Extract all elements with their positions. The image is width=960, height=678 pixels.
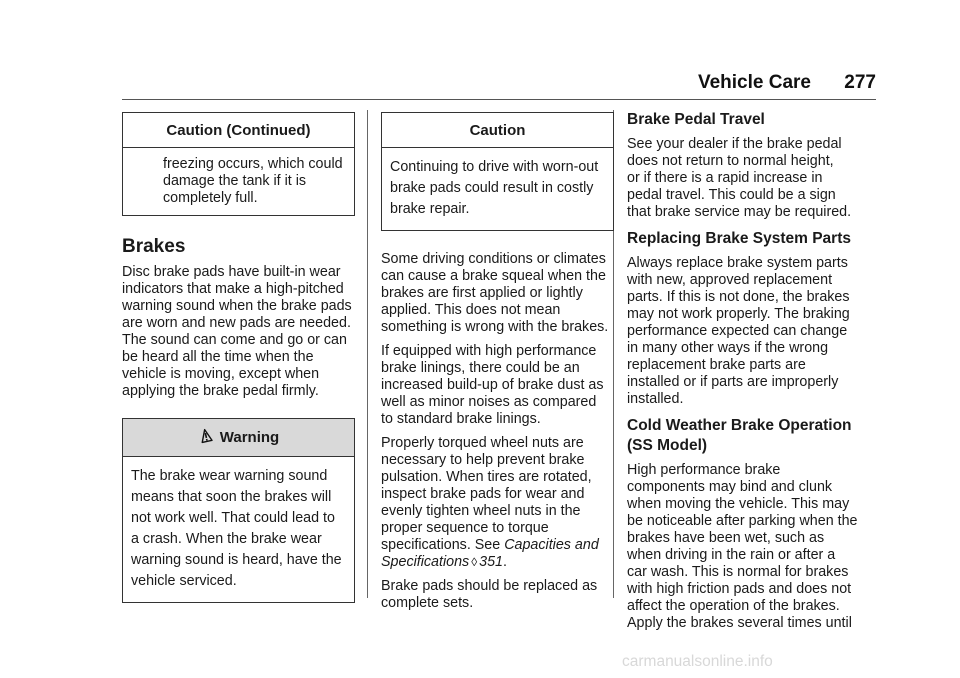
text-line: The brake wear warning sound — [131, 468, 328, 484]
text-line: Continuing to drive with worn-out — [390, 159, 599, 175]
text-line: be heard all the time when the — [122, 349, 314, 365]
text-line: when driving in the rain or after a — [627, 547, 836, 563]
page-number: 277 — [844, 72, 876, 93]
text-line: Some driving conditions or climates — [381, 251, 606, 267]
linings-paragraph — [381, 343, 614, 428]
warning-box — [122, 418, 355, 603]
text-line: See your dealer if the brake pedal — [627, 136, 842, 152]
text-line: inspect brake pads for wear and — [381, 486, 585, 502]
cold-weather-heading — [627, 416, 877, 456]
text-line: evenly tighten wheel nuts in the — [381, 503, 581, 519]
pads-sets-paragraph — [381, 578, 614, 612]
text-line: that brake service may be required. — [627, 204, 852, 220]
text-line: replacement brake parts are — [627, 357, 806, 373]
cross-reference-link-cont[interactable]: Specifications — [381, 554, 470, 570]
replacing-parts-paragraph — [627, 255, 877, 408]
text-line: brake repair. — [390, 201, 470, 217]
text-line: brake pads could result in costly — [390, 180, 594, 196]
column-1 — [122, 112, 355, 617]
text-line: vehicle serviced. — [131, 573, 237, 589]
caution-continued-body — [123, 148, 354, 215]
header-rule — [122, 99, 876, 100]
text-line: necessary to help prevent brake — [381, 452, 585, 468]
text-line: installed or if parts are improperly — [627, 374, 839, 390]
text-line: something is wrong with the brakes. — [381, 319, 609, 335]
text-line: to standard brake linings. — [381, 411, 541, 427]
text-line: warning sound is heard, have the — [131, 552, 342, 568]
text-line: Apply the brakes several times until — [627, 615, 852, 631]
text-line: affect the operation of the brakes. — [627, 598, 840, 614]
text-line: performance expected can change — [627, 323, 848, 339]
text-line: pedal travel. This could be a sign — [627, 187, 836, 203]
text-line: brakes have been wet, such as — [627, 530, 825, 546]
caution-continued-box — [122, 112, 355, 216]
text-line: If equipped with high performance — [381, 343, 597, 359]
page-ref-icon: ◊ — [471, 555, 478, 569]
text-line: be noticeable after parking when the — [627, 513, 858, 529]
page-reference[interactable]: 351 — [479, 554, 504, 570]
caution-title: Caution — [382, 113, 613, 148]
text-line: Disc brake pads have built-in wear — [122, 264, 341, 280]
text-line: applied. This does not mean — [381, 302, 561, 318]
watermark: carmanualsonline.info — [622, 653, 773, 670]
text-line: freezing occurs, which could — [163, 156, 343, 172]
text-line: proper sequence to torque — [381, 520, 549, 536]
text-line: increased build-up of brake dust as — [381, 377, 604, 393]
text-line: may not work properly. The braking — [627, 306, 850, 322]
text-line: or if there is a rapid increase in — [627, 170, 823, 186]
text-line: a crash. When the brake wear — [131, 531, 322, 547]
text-line: brakes are first applied or lightly — [381, 285, 583, 301]
text-line: completely full. — [163, 190, 258, 206]
text-line: when moving the vehicle. This may — [627, 496, 850, 512]
squeal-paragraph — [381, 251, 614, 336]
text-line: installed. — [627, 391, 684, 407]
warning-triangle-icon — [198, 428, 214, 448]
text-line: parts. If this is not done, the brakes — [627, 289, 850, 305]
page-header — [698, 72, 876, 94]
text-line: vehicle is moving, except when — [122, 366, 320, 382]
brakes-heading: Brakes — [122, 236, 186, 257]
text-line: with new, approved replacement — [627, 272, 833, 288]
text-line: High performance brake — [627, 462, 781, 478]
brakes-paragraph — [122, 264, 355, 400]
text-line: components may bind and clunk — [627, 479, 833, 495]
text-line: not work well. That could lead to — [131, 510, 335, 526]
text-line: Brake pads should be replaced as — [381, 578, 598, 594]
text-line: Properly torqued wheel nuts are — [381, 435, 584, 451]
pedal-travel-heading: Brake Pedal Travel — [627, 111, 765, 128]
pedal-travel-paragraph — [627, 136, 877, 221]
heading-line: Cold Weather Brake Operation — [627, 417, 852, 434]
text-line: indicators that make a high-pitched — [122, 281, 344, 297]
text-line: damage the tank if it is — [163, 173, 307, 189]
text-line: well as minor noises as compared — [381, 394, 597, 410]
text-line: means that soon the brakes will — [131, 489, 332, 505]
text-period: . — [503, 554, 507, 570]
text-line: car wash. This is normal for brakes — [627, 564, 849, 580]
text-line: applying the brake pedal firmly. — [122, 383, 319, 399]
text-line: Always replace brake system parts — [627, 255, 848, 271]
text-line: can cause a brake squeal when the — [381, 268, 606, 284]
column-divider-1 — [367, 110, 368, 598]
warning-body — [123, 457, 354, 602]
section-title: Vehicle Care — [697, 72, 812, 93]
replacing-parts-heading: Replacing Brake System Parts — [627, 230, 851, 247]
text-line: brake linings, there could be an — [381, 360, 580, 376]
warning-header — [123, 419, 354, 457]
text-line: specifications. See — [381, 537, 505, 553]
caution-body — [382, 148, 613, 230]
column-3 — [627, 110, 877, 639]
heading-line: (SS Model) — [627, 437, 708, 454]
caution-continued-title: Caution (Continued) — [123, 113, 354, 148]
warning-title: Warning — [219, 429, 280, 446]
column-2 — [381, 112, 614, 619]
text-line: with high friction pads and does not — [627, 581, 852, 597]
cold-weather-paragraph — [627, 462, 877, 632]
cross-reference-link[interactable]: Capacities and — [504, 537, 599, 553]
text-line: complete sets. — [381, 595, 474, 611]
text-line: The sound can come and go or can — [122, 332, 347, 348]
wheel-nuts-paragraph — [381, 435, 614, 571]
text-line: warning sound when the brake pads — [122, 298, 352, 314]
text-line: are worn and new pads are needed. — [122, 315, 351, 331]
caution-box — [381, 112, 614, 231]
text-line: in many other ways if the wrong — [627, 340, 829, 356]
text-line: pulsation. When tires are rotated, — [381, 469, 592, 485]
text-line: does not return to normal height, — [627, 153, 834, 169]
